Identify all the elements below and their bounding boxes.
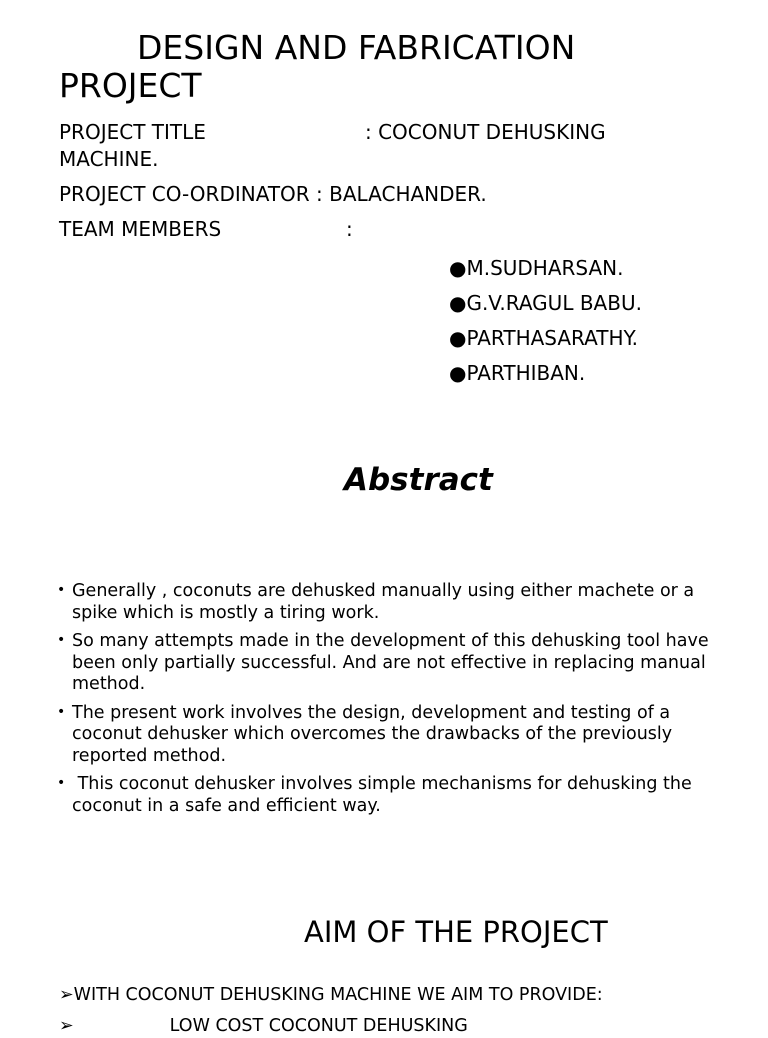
team-member-name: G.V.RAGUL BABU.: [466, 291, 642, 315]
bullet-dot-icon: ●: [449, 256, 467, 280]
team-member-item: [449, 286, 642, 321]
team-member-name: M.SUDHARSAN.: [466, 256, 624, 280]
abstract-points-list: [57, 581, 717, 824]
project-title-row: [59, 119, 206, 145]
team-member-item: [449, 321, 642, 356]
team-member-item: [449, 356, 642, 391]
aim-intro-text: WITH COCONUT DEHUSKING MACHINE WE AIM TO PROVIDE:: [73, 985, 603, 1005]
bullet-icon: •: [57, 775, 66, 791]
aim-first-item: [59, 1014, 468, 1038]
team-member-item: [449, 251, 642, 286]
bullet-icon: •: [57, 582, 66, 598]
team-members-colon: :: [346, 217, 353, 241]
project-coordinator-line: PROJECT CO-ORDINATOR : BALACHANDER.: [59, 182, 487, 206]
page-title-line-1: DESIGN AND FABRICATION: [137, 28, 576, 67]
project-title-label: PROJECT TITLE: [59, 120, 206, 144]
bullet-dot-icon: ●: [449, 361, 467, 385]
abstract-point: [57, 581, 717, 624]
abstract-point: [57, 774, 717, 817]
bullet-dot-icon: ●: [449, 291, 467, 315]
team-members-label: TEAM MEMBERS: [59, 217, 222, 241]
aim-intro-line: [59, 983, 603, 1007]
abstract-point: [57, 703, 717, 768]
aim-heading: AIM OF THE PROJECT: [304, 915, 608, 949]
abstract-point: [57, 631, 717, 696]
project-title-value-continued: MACHINE.: [59, 147, 159, 171]
bullet-dot-icon: ●: [449, 326, 467, 350]
abstract-heading: Abstract: [344, 462, 493, 498]
page-title-line-2: PROJECT: [59, 66, 202, 105]
project-title-value: : COCONUT DEHUSKING: [365, 120, 606, 144]
abstract-point-text: So many attempts made in the development of this dehusking tool have been only partially successful. And are not effective in replacing manual method.: [72, 631, 709, 694]
team-member-name: PARTHIBAN.: [466, 361, 586, 385]
arrow-bullet-icon: ➢: [59, 985, 74, 1005]
abstract-point-text: This coconut dehusker involves simple mechanisms for dehusking the coconut in a safe and efficient way.: [72, 774, 698, 816]
abstract-point-text: The present work involves the design, development and testing of a coconut dehusker which overcomes the drawbacks of the previously reported method.: [72, 702, 673, 766]
team-members-list: [449, 251, 642, 391]
team-member-name: PARTHASARATHY.: [466, 326, 639, 350]
aim-first-item-text: LOW COST COCONUT DEHUSKING: [169, 1016, 468, 1036]
bullet-icon: •: [57, 632, 66, 648]
bullet-icon: •: [57, 703, 66, 720]
abstract-point-text: Generally , coconuts are dehusked manually using either machete or a spike which is mostly a tiring work.: [72, 581, 695, 623]
arrow-bullet-icon: ➢: [59, 1016, 74, 1036]
